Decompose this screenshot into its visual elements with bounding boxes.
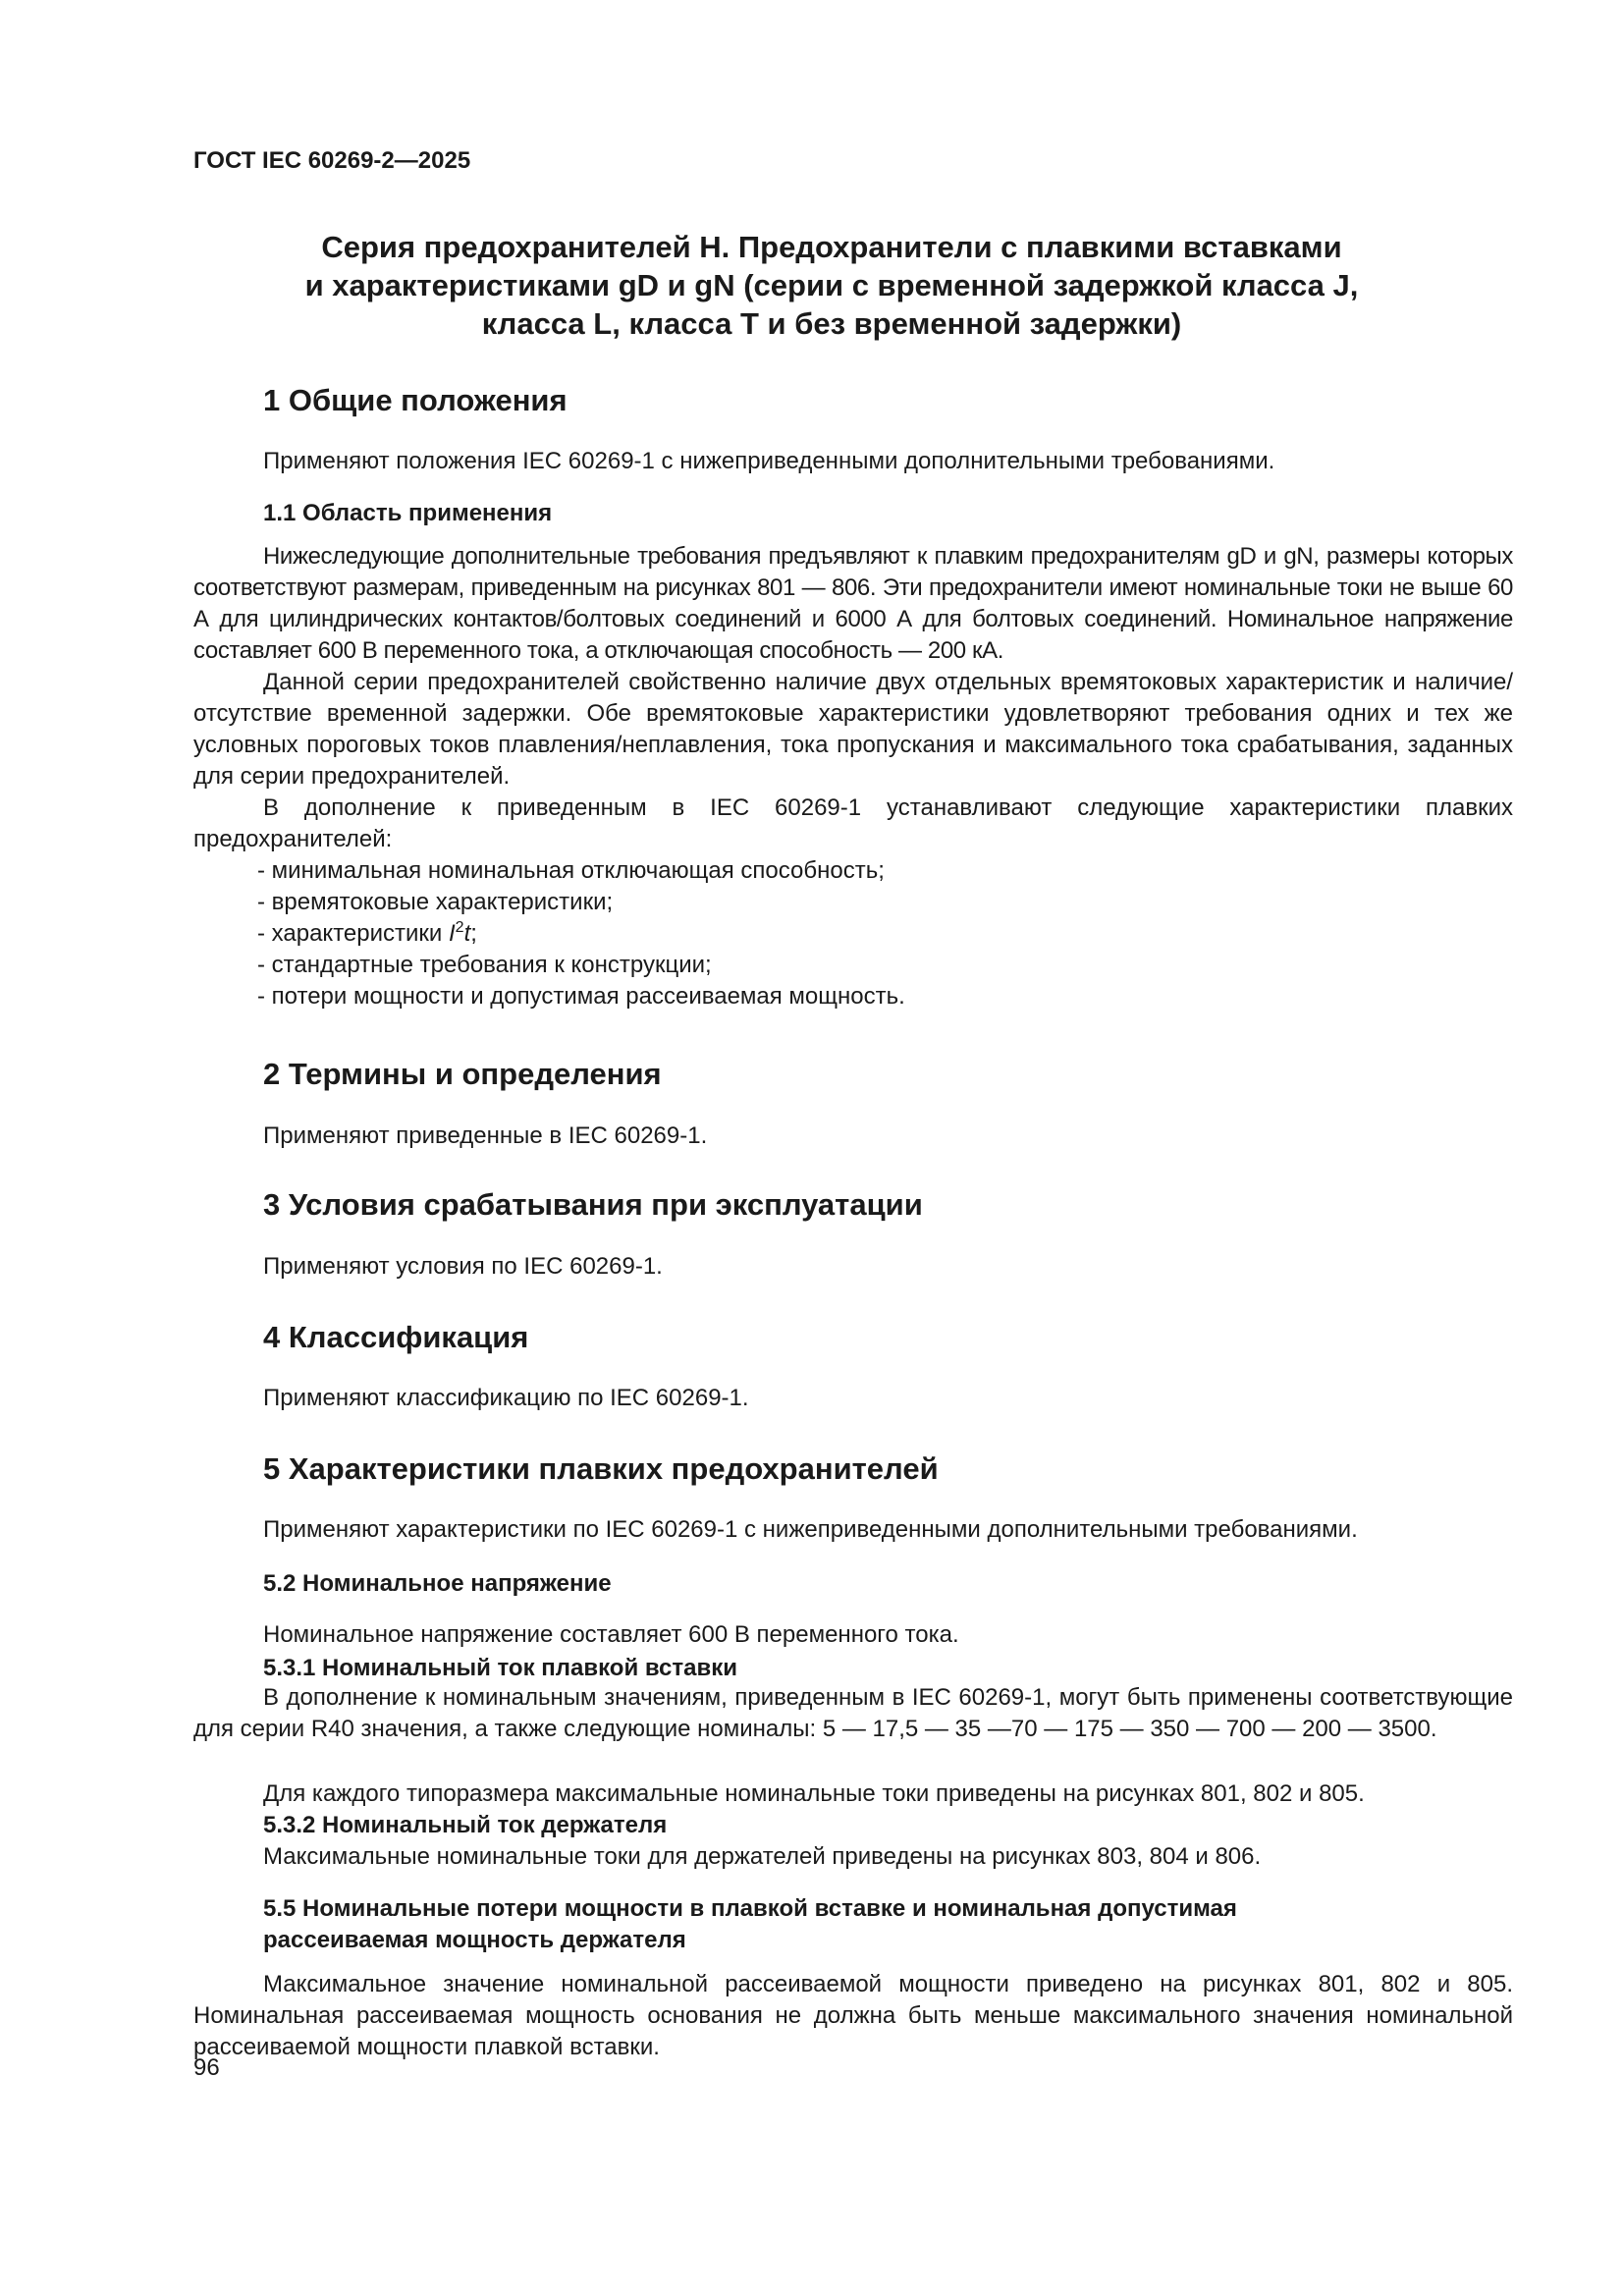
section-4-text: Применяют классификацию по IEC 60269-1. bbox=[263, 1385, 749, 1411]
section-2-heading: 2 Термины и определения bbox=[263, 1057, 662, 1091]
section-5-2-text: Номинальное напряжение составляет 600 В переменного тока. bbox=[263, 1621, 959, 1648]
section-5-3-1-heading: 5.3.1 Номинальный ток плавкой вставки bbox=[263, 1655, 738, 1681]
section-3-heading: 3 Условия срабатывания при эксплуатации bbox=[263, 1187, 923, 1222]
section-5-3-1-text-2: Для каждого типоразмера максимальные номинальные токи приведены на рисунках 801, 802 и 805. bbox=[263, 1780, 1365, 1807]
title-line-1: Серия предохранителей H. Предохранители с плавкими вставками bbox=[321, 230, 1342, 264]
section-5-5-heading-line-2: рассеиваемая мощность держателя bbox=[263, 1927, 686, 1953]
i-symbol: I bbox=[449, 920, 456, 947]
document-title bbox=[193, 228, 1470, 343]
superscript-2: 2 bbox=[455, 919, 464, 936]
section-2-text: Применяют приведенные в IEC 60269-1. bbox=[263, 1122, 708, 1149]
section-5-intro: Применяют характеристики по IEC 60269-1 с нижеприведенными дополнительными требованиями. bbox=[263, 1516, 1358, 1543]
document-header: ГОСТ IEC 60269-2—2025 bbox=[193, 147, 471, 174]
title-line-3: класса L, класса T и без временной задержки) bbox=[481, 306, 1182, 341]
list-item-4: - стандартные требования к конструкции; bbox=[257, 952, 712, 978]
section-5-5-text: Максимальное значение номинальной рассеиваемой мощности приведено на рисунках 801, 802 и 805. Номинальная рассеиваемая мощность основания не должна быть меньше максимального значения номинальной рассеиваемой мощности плавкой вставки. bbox=[193, 1971, 1513, 2060]
section-5-3-2-text: Максимальные номинальные токи для держателей приведены на рисунках 803, 804 и 806. bbox=[263, 1843, 1262, 1870]
section-3-text: Применяют условия по IEC 60269-1. bbox=[263, 1253, 663, 1280]
section-5-3-1-text: В дополнение к номинальным значениям, приведенным в IEC 60269-1, могут быть применены соответствующие для серии R40 значения, а также следующие номиналы: 5 — 17,5 — 35 —70 — 175 — 350 — 700 — 200 — 3500. bbox=[193, 1684, 1513, 1742]
section-1-1-paragraph-2: Данной серии предохранителей свойственно наличие двух отдельных времятоковых характеристик и наличие/отсутствие временной задержки. Обе времятоковые характеристики удовлетворяют требования одних и тех же условных пороговых токов плавления/неплавления, тока пропускания и максимального тока срабатывания, заданных для серии предохранителей. bbox=[193, 669, 1513, 790]
section-5-3-2-heading: 5.3.2 Номинальный ток держателя bbox=[263, 1812, 668, 1838]
section-1-1-paragraph-3: В дополнение к приведенным в IEC 60269-1 устанавливают следующие характеристики плавких предохранителей: bbox=[193, 794, 1513, 852]
list-item-2: - времятоковые характеристики; bbox=[257, 889, 614, 915]
section-1-1-paragraph-1: Нижеследующие дополнительные требования предъявляют к плавким предохранителям gD и gN, размеры которых соответствуют размерам, приведенным на рисунках 801 — 806. Эти предохранители имеют номинальные токи не выше 60 А для цилиндрических контактов/болтовых соединений и 6000 А для болтовых соединений. Номинальное напряжение составляет 600 В переменного тока, а отключающая способность — 200 кА. bbox=[193, 543, 1513, 664]
list-item-3: - характеристики $I^2t$; bbox=[257, 919, 477, 947]
list-item-1: - минимальная номинальная отключающая способность; bbox=[257, 857, 885, 884]
t-symbol: t bbox=[463, 920, 471, 947]
section-1-1-heading: 1.1 Область применения bbox=[263, 500, 553, 526]
section-5-heading: 5 Характеристики плавких предохранителей bbox=[263, 1451, 939, 1486]
section-5-5-heading-line-1: 5.5 Номинальные потери мощности в плавкой вставке и номинальная допустимая bbox=[263, 1895, 1237, 1922]
section-1-intro: Применяют положения IEC 60269-1 с нижеприведенными дополнительными требованиями. bbox=[263, 448, 1275, 474]
title-line-2: и характеристиками gD и gN (серии с временной задержкой класса J, bbox=[304, 268, 1359, 302]
section-4-heading: 4 Классификация bbox=[263, 1320, 529, 1354]
section-1-heading: 1 Общие положения bbox=[263, 383, 568, 417]
list-item-5: - потери мощности и допустимая рассеиваемая мощность. bbox=[257, 983, 905, 1010]
section-5-2-heading: 5.2 Номинальное напряжение bbox=[263, 1570, 612, 1597]
page-number: 96 bbox=[193, 2054, 220, 2081]
